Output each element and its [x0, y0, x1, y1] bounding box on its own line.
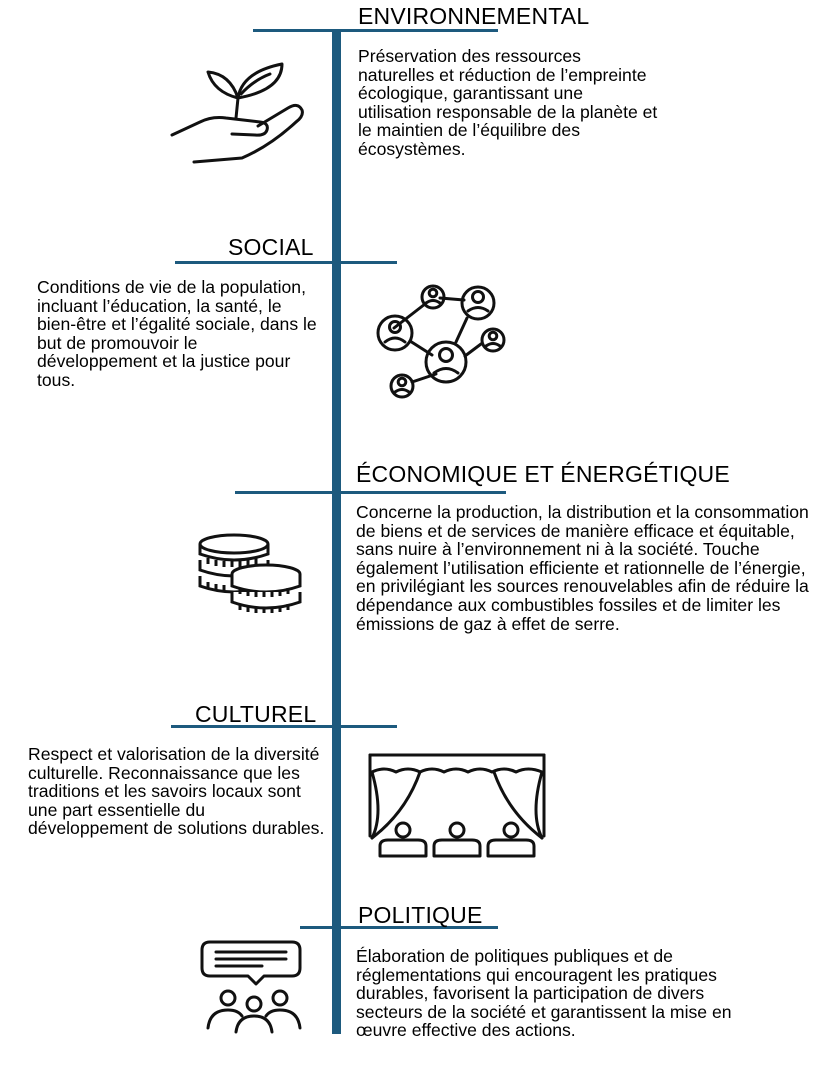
plant-in-hand-icon	[170, 60, 310, 165]
section-title-environnemental: ENVIRONNEMENTAL	[358, 3, 590, 29]
section-text-culturel: Respect et valorisation de la diversité culturelle. Reconnaissance que les traditions et les savoirs locaux sont une part essentielle du développement de solutions durables.	[28, 744, 325, 839]
section-title-economique: ÉCONOMIQUE ET ÉNERGÉTIQUE	[356, 461, 730, 487]
section-title-politique: POLITIQUE	[358, 902, 483, 928]
section-title-culturel: CULTUREL	[195, 701, 317, 727]
section-title-social: SOCIAL	[228, 234, 314, 260]
section-text-politique: Élaboration de politiques publiques et de réglementations qui encouragent les pratiques durables, favorisent la participation de divers secteurs de la société et garantissent la mise en œuvre effective des actions.	[356, 946, 732, 1041]
speech-group-icon	[200, 940, 308, 1034]
section-text-social: Conditions de vie de la population, incluant l’éducation, la santé, le bien-être et l’égalité sociale, dans le but de promouvoir le développement et la justice pour tous.	[37, 277, 317, 390]
coin-stacks-icon	[196, 530, 308, 620]
section-text-environnemental: Préservation des ressources naturelles et réduction de l’empreinte écologique, garantissant une utilisation responsable de la planète et le maintien de l’équilibre des écosystèmes.	[358, 46, 658, 159]
timeline-axis	[332, 30, 341, 1034]
section-text-economique: Concerne la production, la distribution et la consommation de biens et de services de manière efficace et équitable, sans nuire à l’environnement ni à la société. Touche également l’utilisation efficiente et rationnelle de l’énergie, en privilégiant les sources renouvelables afin de réduire la dépendance aux combustibles fossiles et de limiter les émissions de gaz à effet de serre.	[356, 502, 809, 634]
section-divider-social	[175, 261, 397, 264]
people-network-icon	[372, 282, 512, 407]
section-divider-economique	[235, 491, 506, 494]
theater-stage-icon	[366, 752, 548, 864]
